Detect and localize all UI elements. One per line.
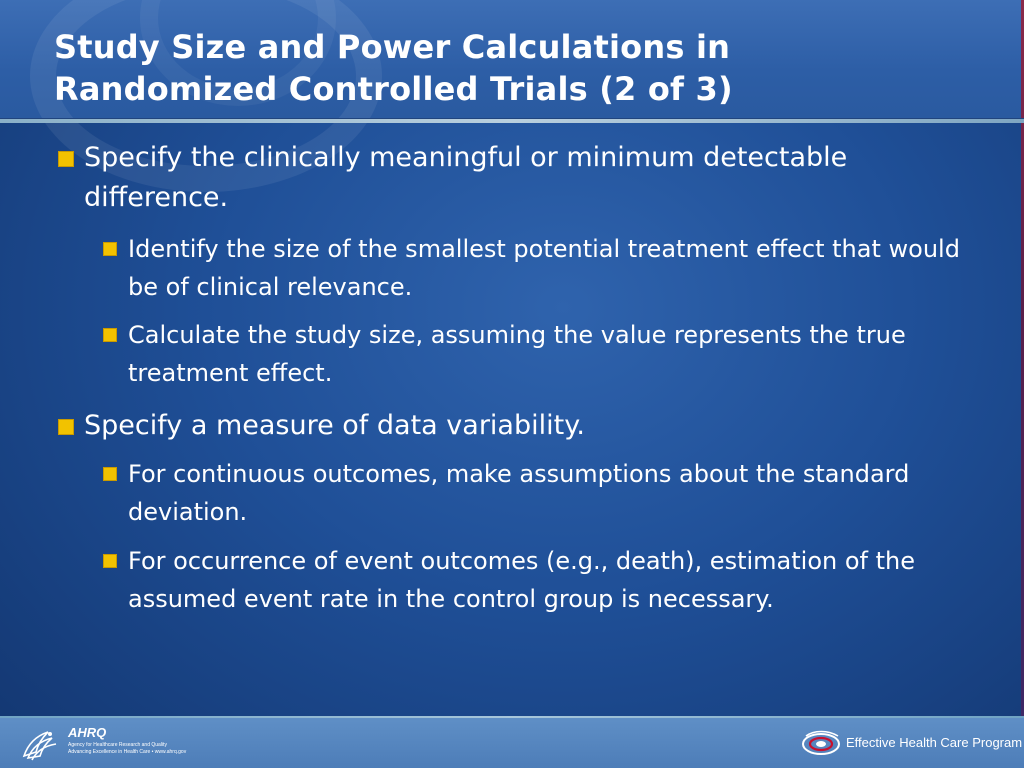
slide-title-line: Study Size and Power Calculations in <box>54 28 731 66</box>
effective-health-care-logo-icon <box>800 728 842 758</box>
bullet-text: Specify a measure of data variability. <box>84 410 585 441</box>
square-bullet-icon <box>58 151 74 167</box>
square-bullet-icon <box>103 242 117 256</box>
hhs-eagle-icon <box>18 726 60 762</box>
ahrq-tagline-line: Agency for Healthcare Research and Quality <box>68 742 167 748</box>
ahrq-tagline <box>68 742 208 756</box>
sub-bullet-text: For occurrence of event outcomes (e.g., death), estimation of the assumed event rate in the control group is necessary. <box>128 547 915 613</box>
ahrq-logo <box>66 726 206 762</box>
sub-bullet-text: For continuous outcomes, make assumptions about the standard deviation. <box>128 460 910 526</box>
square-bullet-icon <box>103 328 117 342</box>
program-name: Effective Health Care Program <box>846 735 1023 750</box>
ahrq-name: AHRQ <box>68 725 107 740</box>
title-divider <box>0 118 1024 123</box>
square-bullet-icon <box>103 554 117 568</box>
sub-bullet-text: Calculate the study size, assuming the value represents the true treatment effect. <box>128 321 906 387</box>
bullet-text: Specify the clinically meaningful or minimum detectable difference. <box>84 142 848 213</box>
slide-title <box>54 26 954 110</box>
sub-bullet-text: Identify the size of the smallest potential treatment effect that would be of clinical relevance. <box>128 235 960 301</box>
square-bullet-icon <box>103 467 117 481</box>
slide-title-line: Randomized Controlled Trials (2 of 3) <box>54 70 733 108</box>
square-bullet-icon <box>58 419 74 435</box>
ahrq-tagline-line: Advancing Excellence in Health Care • www.ahrq.gov <box>68 749 187 755</box>
